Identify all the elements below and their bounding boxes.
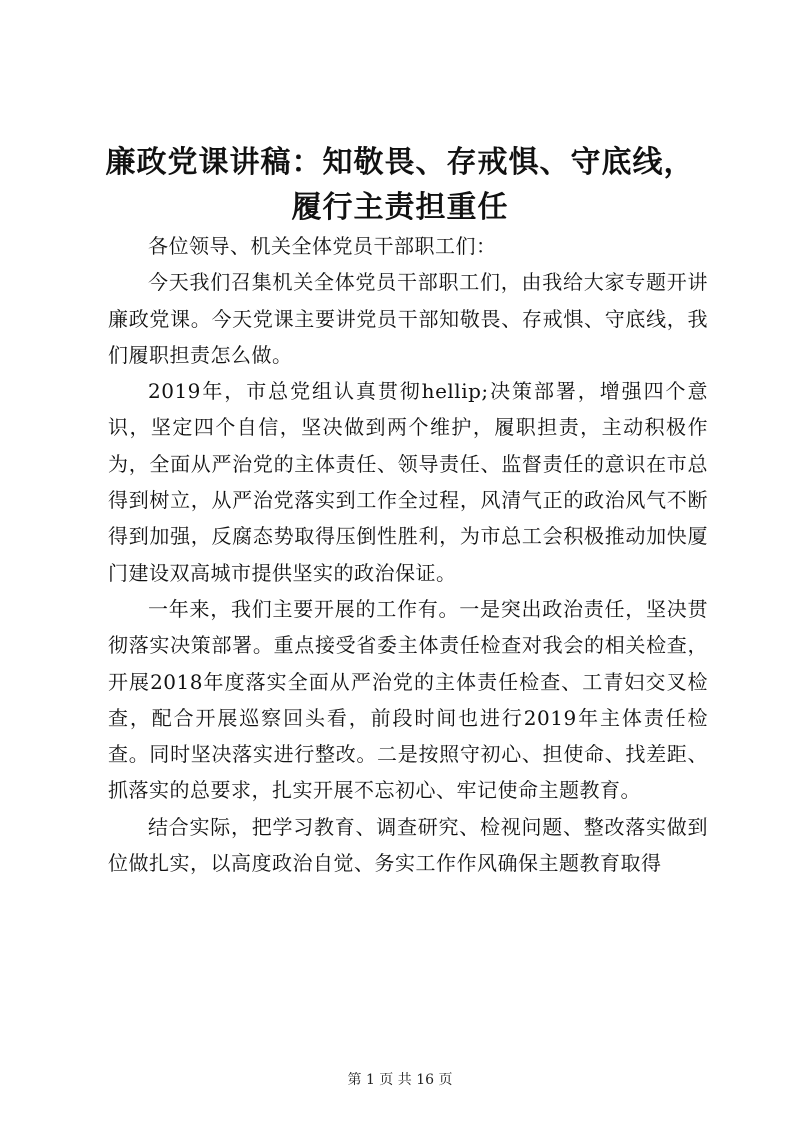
body-paragraph: 2019年，市总党组认真贯彻hellip;决策部署，增强四个意识，坚定四个自信，坚决做到两个维护，履职担责，主动积极作为，全面从严治党的主体责任、领导责任、监督责任的意识在市总得到树立，从严治党落实到工作全过程，风清气正的政治风气不断得到加强，反腐态势取得压倒性胜利，为市总工会积极推动加快厦门建设双高城市提供坚实的政治保证。: [108, 379, 708, 585]
body-paragraph: 一年来，我们主要开展的工作有。一是突出政治责任，坚决贯彻落实决策部署。重点接受省委主体责任检查对我会的相关检查，开展2018年度落实全面从严治党的主体责任检查、工青妇交叉检查，配合开展巡察回头看，前段时间也进行2019年主体责任检查。同时坚决落实进行整改。二是按照守初心、担使命、找差距、抓落实的总要求，扎实开展不忘初心、牢记使命主题教育。: [108, 596, 708, 803]
body-paragraph: 结合实际，把学习教育、调查研究、检视问题、整改落实做到位做扎实，以高度政治自觉、务实工作作风确保主题教育取得: [108, 814, 708, 876]
document-body: [108, 228, 708, 881]
page-number-footer: 第 1 页 共 16 页: [347, 1072, 453, 1088]
salutation-paragraph: 各位领导、机关全体党员干部职工们：: [148, 234, 497, 258]
document-title: 廉政党课讲稿：知敬畏、存戒惧、守底线，履行主责担重任: [105, 145, 695, 225]
body-paragraph: 今天我们召集机关全体党员干部职工们，由我给大家专题开讲廉政党课。今天党课主要讲党员干部知敬畏、存戒惧、守底线，我们履职担责怎么做。: [108, 270, 708, 367]
